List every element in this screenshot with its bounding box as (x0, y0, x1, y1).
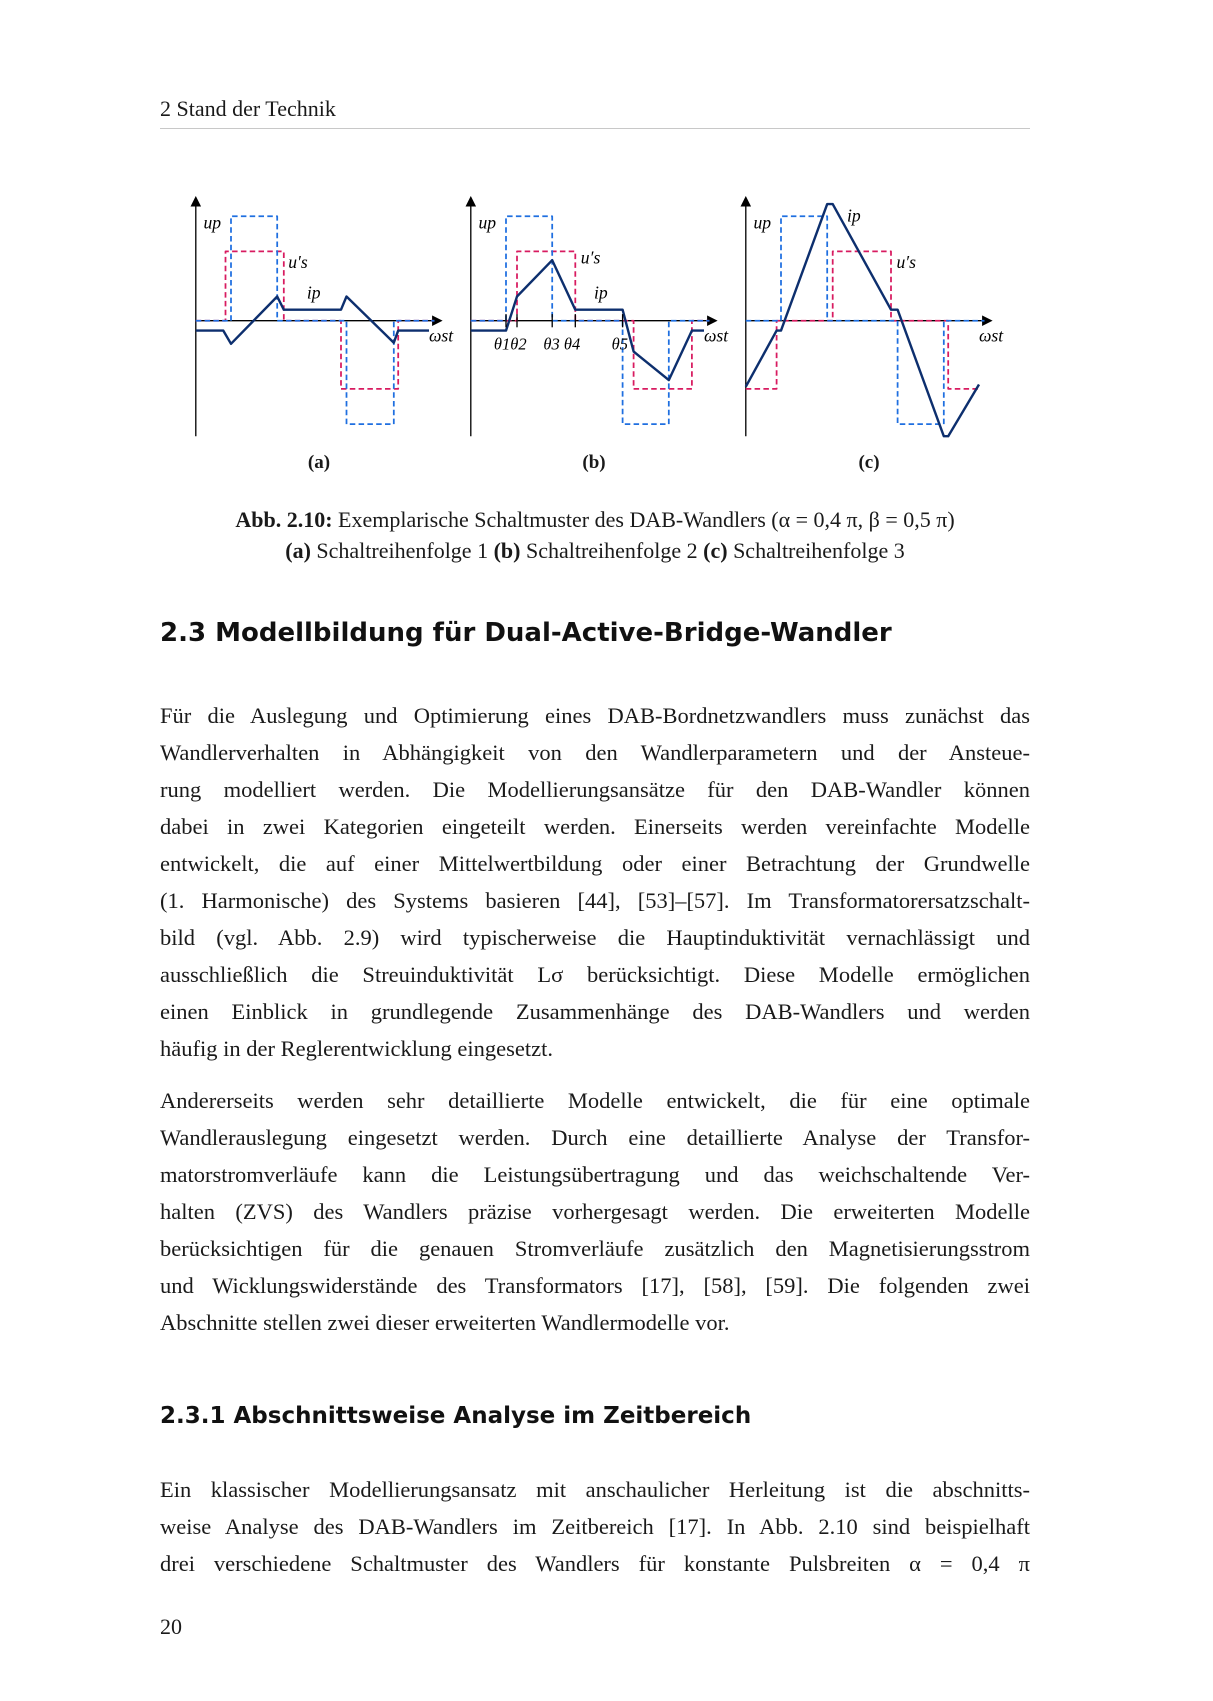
text-line: Wandlerauslegung eingesetzt werden. Durch eine detaillierte Analyse der Transfor- (160, 1125, 1030, 1150)
text-line: Andererseits werden sehr detaillierte Modelle entwickelt, die für eine optimale (160, 1088, 1030, 1113)
paragraph (160, 697, 1030, 1067)
header-rule (160, 128, 1030, 129)
up-label: up (753, 212, 772, 233)
section-heading: 2.3 Modellbildung für Dual-Active-Bridge-Wandler (160, 618, 892, 648)
text-line: matorstromverläufe kann die Leistungsübertragung und das weichschaltende Ver- (160, 1162, 1030, 1187)
theta-3-4-label: θ3 θ4 (543, 334, 581, 354)
up-waveform (746, 216, 985, 424)
text-line: berücksichtigen für die genauen Stromverläufe zusätzlich den Magnetisierungsstrom (160, 1236, 1030, 1261)
us-label: u′s (580, 247, 601, 268)
caption-text: Exemplarische Schaltmuster des DAB-Wandlers (α = 0,4 π, β = 0,5 π) (332, 507, 955, 532)
running-head: 2 Stand der Technik (160, 96, 336, 121)
text-line: (1. Harmonische) des Systems basieren [44], [53]–[57]. Im Transformatorersatzschalt- (160, 888, 1030, 913)
text-line: einen Einblick in grundlegende Zusammenhänge des DAB-Wandlers und werden (160, 999, 1030, 1024)
caption-line-2 (160, 535, 1030, 566)
text-line: häufig in der Reglerentwicklung eingesetzt. (160, 1036, 553, 1061)
text-line: und Wicklungswiderstände des Transformators [17], [58], [59]. Die folgenden zwei (160, 1273, 1030, 1298)
text-line: ausschließlich die Streuinduktivität Lσ berücksichtigt. Diese Modelle ermöglichen (160, 962, 1030, 987)
text-line: bild (vgl. Abb. 2.9) wird typischerweise die Hauptinduktivität vernachlässigt und (160, 925, 1030, 950)
text-line: halten (ZVS) des Wandlers präzise vorhergesagt werden. Die erweiterten Modelle (160, 1199, 1030, 1224)
text-line: weise Analyse des DAB-Wandlers im Zeitbereich [17]. In Abb. 2.10 sind beispielhaft (160, 1514, 1030, 1539)
caption-b-text: Schaltreihenfolge 2 (520, 538, 704, 563)
text-line: Wandlerverhalten in Abhängigkeit von den Wandlerparametern und der Ansteue- (160, 740, 1030, 765)
omega-t-label: ωst (704, 325, 729, 346)
subfigure-label-b: (b) (582, 452, 606, 473)
up-waveform (196, 216, 435, 424)
text-line: dabei in zwei Kategorien eingeteilt werden. Einerseits werden vereinfachte Modelle (160, 814, 1030, 839)
text-line: drei verschiedene Schaltmuster des Wandlers für konstante Pulsbreiten α = 0,4 π (160, 1551, 1030, 1576)
caption-line-1 (160, 504, 1030, 535)
page-number: 20 (160, 1614, 182, 1639)
text-line: entwickelt, die auf einer Mittelwertbildung oder einer Betrachtung der Grundwelle (160, 851, 1030, 876)
up-label: up (478, 212, 497, 233)
us-label: u′s (896, 251, 916, 272)
ip-label: ip (594, 282, 608, 303)
subfigure-label-a: (a) (307, 452, 331, 473)
omega-t-label: ωst (429, 325, 454, 346)
theta-5-label: θ5 (611, 334, 628, 354)
text-line: rung modelliert werden. Die Modellierungsansätze für den DAB-Wandler können (160, 777, 1030, 802)
omega-t-label: ωst (978, 325, 1004, 346)
theta-1-2-label: θ1θ2 (493, 334, 527, 354)
up-label: up (203, 212, 222, 233)
text-line: Für die Auslegung und Optimierung eines DAB-Bordnetzwandlers muss zunächst das (160, 703, 1030, 728)
switching-pattern-figure (187, 192, 1004, 456)
text-line: Ein klassischer Modellierungsansatz mit anschaulicher Herleitung ist die abschnitts- (160, 1477, 1030, 1502)
caption-a-text: Schaltreihenfolge 1 (310, 538, 494, 563)
caption-b: (b) (493, 538, 521, 563)
caption-c: (c) (703, 538, 728, 563)
caption-a: (a) (285, 538, 311, 563)
text-line: Abschnitte stellen zwei dieser erweiterten Wandlermodelle vor. (160, 1310, 730, 1335)
subfigure-label-c: (c) (858, 452, 880, 473)
caption-c-text: Schaltreihenfolge 3 (727, 538, 905, 563)
caption-label: Abb. 2.10: (235, 507, 333, 532)
subsection-heading: 2.3.1 Abschnittsweise Analyse im Zeitbereich (160, 1403, 752, 1429)
ip-label: ip (847, 205, 861, 226)
paragraph (160, 1471, 1030, 1582)
ip-label: ip (306, 282, 321, 303)
paragraph (160, 1082, 1030, 1341)
figure-caption (160, 504, 1030, 566)
us-label: u′s (288, 251, 308, 272)
